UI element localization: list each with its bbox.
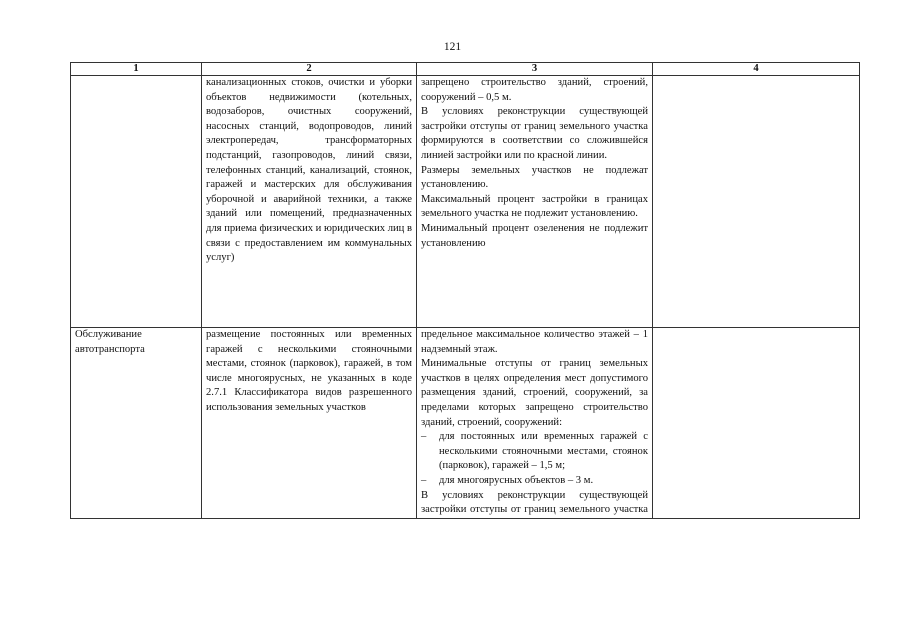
regulations-table	[70, 62, 860, 519]
column-header-3: 3	[417, 63, 653, 76]
column-header-4: 4	[653, 63, 860, 76]
cell-notes	[653, 76, 860, 328]
cell-description: размещение постоянных или временных гаражей с несколькими стояночными местами, стоянок (парковок), гаражей, в том числе многоярусных, не указанных в коде 2.7.1 Классификатора видов разрешенного использования земельных участков	[202, 328, 417, 519]
page-number: 121	[443, 41, 462, 53]
cell-parameters	[417, 76, 653, 328]
param-paragraph: В условиях реконструкции существующей застройки отступы от границ земельного участка формируются в соответствии со сложившейся линией застройки или по красной линии.	[421, 106, 648, 161]
header-row	[71, 63, 860, 76]
cell-use-type: Обслуживание автотранспорта	[71, 328, 202, 519]
cell-notes	[653, 328, 860, 519]
cell-parameters	[417, 328, 653, 519]
param-paragraph: Минимальный процент озеленения не подлежит установлению	[421, 222, 648, 249]
param-paragraph: запрещено строительство зданий, строений, сооружений – 0,5 м.	[421, 77, 648, 103]
cell-use-type	[71, 76, 202, 328]
table-row	[71, 76, 860, 328]
param-paragraph: Минимальные отступы от границ земельных участков в целях определения мест допустимого размещения зданий, строений, сооружений, за пределами которых запрещено строительство зданий, строений, сооружений:	[421, 358, 648, 428]
table-row	[71, 328, 860, 519]
list-item: – для постоянных или временных гаражей с несколькими стояночными местами, стоянок (парковок), гаражей – 1,5 м;	[421, 430, 648, 474]
param-paragraph: Максимальный процент застройки в границах земельного участка не подлежит установлению.	[421, 193, 648, 220]
list-item: – для многоярусных объектов – 3 м.	[421, 474, 648, 489]
param-paragraph: В условиях реконструкции существующей застройки отступы от границ земельного участка	[421, 489, 648, 516]
setback-list	[421, 430, 648, 488]
column-header-1: 1	[71, 63, 202, 76]
param-paragraph: предельное максимальное количество этажей – 1 надземный этаж.	[421, 329, 648, 355]
param-paragraph: Размеры земельных участков не подлежат установлению.	[421, 164, 648, 191]
cell-description: канализационных стоков, очистки и уборки объектов недвижимости (котельных, водозаборов, очистных сооружений, насосных станций, водопроводов, линий электропередач, трансформаторных подстанций, газопроводов, линий связи, телефонных станций, канализаций, стоянок, гаражей и мастерских для обслуживания уборочной и аварийной техники, а также зданий или помещений, предназначенных для приема физических и юридических лиц в связи с предоставлением им коммунальных услуг)	[202, 76, 417, 328]
column-header-2: 2	[202, 63, 417, 76]
